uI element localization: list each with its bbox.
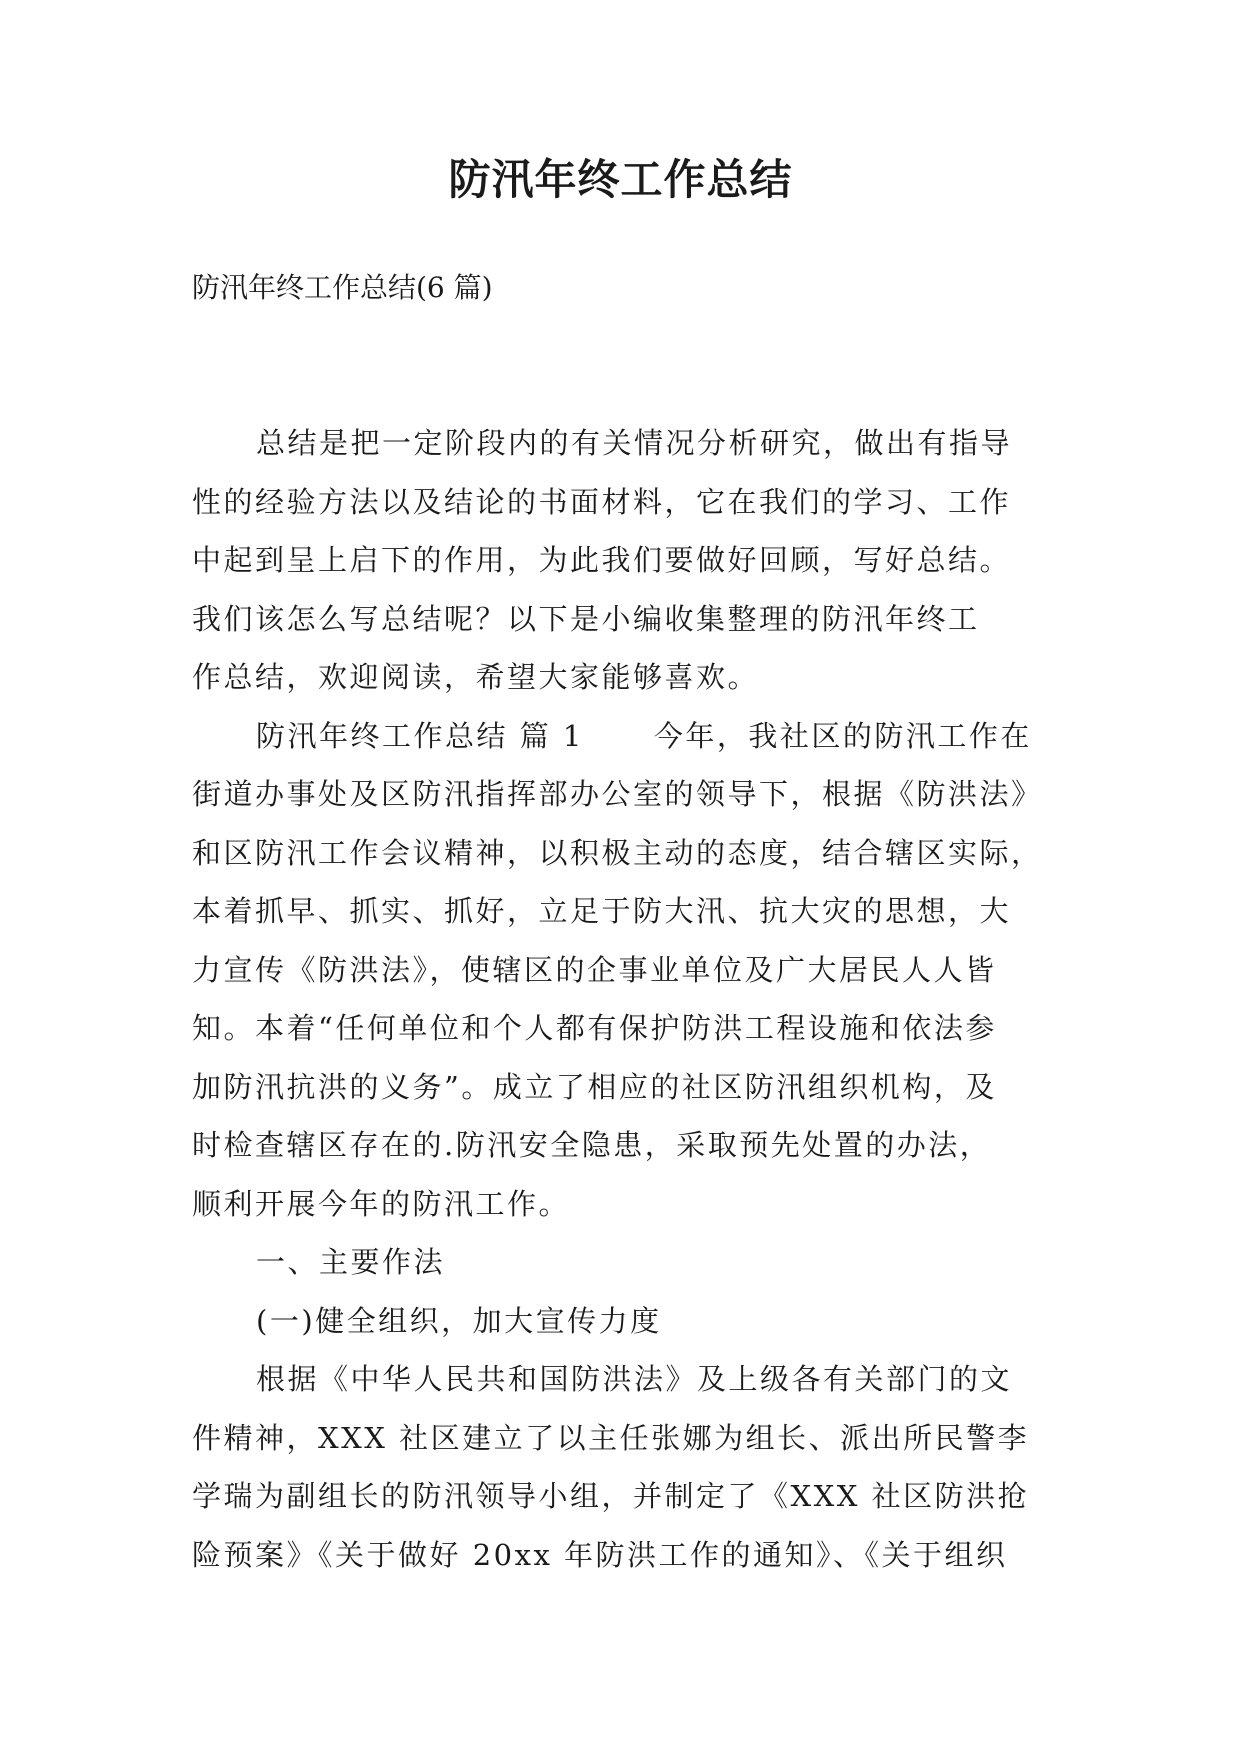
body-line [192, 999, 1052, 1058]
body-line-text: 性的经验方法以及结论的书面材料，它在我们的学习、工作 [192, 484, 1012, 519]
body-line-text: 我们该怎么写总结呢？以下是小编收集整理的防汛年终工 [192, 601, 980, 636]
body-line [192, 1409, 1052, 1468]
body-line [192, 941, 1052, 1000]
body-line-text: 加防汛抗洪的义务”。成立了相应的社区防汛组织机构，及 [192, 1069, 997, 1104]
document-subtitle: 防汛年终工作总结(6 篇) [192, 271, 493, 304]
body-line [192, 765, 1052, 824]
body-line [192, 1233, 1052, 1292]
body-line [192, 1526, 1052, 1585]
body-line [192, 824, 1052, 883]
body-line-text: 险预案》《关于做好 20xx 年防洪工作的通知》、《关于组织 [192, 1537, 1008, 1572]
body-line-text: 本着抓早、抓实、抓好，立足于防大汛、抗大灾的思想，大 [192, 894, 1012, 928]
body-line [192, 707, 1052, 766]
body-line-text: 时检查辖区存在的.防汛安全隐患，采取预先处置的办法， [192, 1128, 992, 1162]
document-body [192, 414, 1052, 1584]
body-line [192, 1175, 1052, 1234]
body-line [192, 648, 1052, 707]
body-line [192, 414, 1052, 473]
body-line [192, 473, 1052, 532]
document-title: 防汛年终工作总结 [448, 155, 793, 204]
body-line-text: 总结是把一定阶段内的有关情况分析研究，做出有指导 [256, 426, 1013, 460]
body-line-text: 知。本着“任何单位和个人都有保护防洪工程设施和依法参 [192, 1011, 997, 1045]
body-line [192, 590, 1052, 649]
body-line-text: 中起到呈上启下的作用，为此我们要做好回顾，写好总结。 [192, 543, 1012, 577]
body-line [192, 1116, 1052, 1175]
body-line-text: 一、主要作法 [256, 1245, 446, 1279]
body-line-text: 和区防汛工作会议精神，以积极主动的态度，结合辖区实际， [192, 835, 1043, 870]
body-line-text: 力宣传《防洪法》，使辖区的企事业单位及广大居民人人皆 [192, 952, 997, 987]
body-line [192, 1467, 1052, 1526]
body-line-text: (一)健全组织，加大宣传力度 [256, 1303, 662, 1338]
body-line [192, 1058, 1052, 1117]
body-line-text: 件精神，XXX 社区建立了以主任张娜为组长、派出所民警李 [192, 1420, 1030, 1455]
body-line [192, 882, 1052, 941]
body-line-text: 学瑞为副组长的防汛领导小组，并制定了《XXX 社区防洪抢 [192, 1479, 1030, 1513]
body-line-text: 根据《中华人民共和国防洪法》及上级各有关部门的文 [256, 1362, 1013, 1396]
body-line [192, 1350, 1052, 1409]
body-line-text: 防汛年终工作总结 篇 1 [256, 718, 584, 753]
body-line-text: 顺利开展今年的防汛工作。 [192, 1186, 571, 1221]
body-line [192, 531, 1052, 590]
body-line-tail: 今年，我社区的防汛工作在 [653, 718, 1032, 753]
body-line-text: 街道办事处及区防汛指挥部办公室的领导下，根据《防洪法》 [192, 777, 1043, 811]
body-line-text: 作总结，欢迎阅读，希望大家能够喜欢。 [192, 660, 760, 694]
body-line [192, 1292, 1052, 1351]
